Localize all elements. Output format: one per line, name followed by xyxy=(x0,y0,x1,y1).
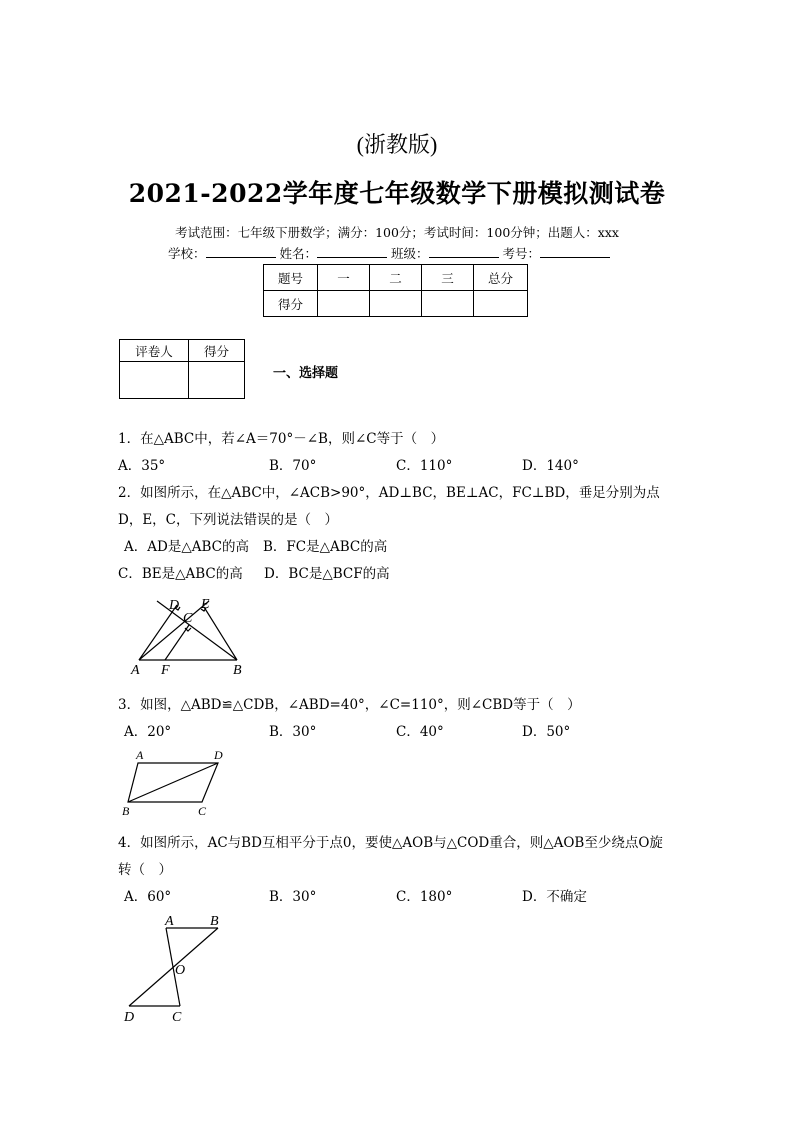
question-3-option-b[interactable]: B．30° xyxy=(269,724,317,740)
question-4-stem-line2: 转（ ） xyxy=(118,862,172,878)
line-fc xyxy=(165,625,189,660)
question-3-option-a[interactable]: A．20° xyxy=(124,724,172,740)
line-be xyxy=(204,607,237,660)
label-d: D xyxy=(124,1010,135,1025)
label-e: E xyxy=(201,597,210,612)
label-a: A xyxy=(136,748,144,762)
label-c: C xyxy=(183,611,193,626)
question-3-option-c[interactable]: C．40° xyxy=(396,724,444,740)
question-2-option-d[interactable]: D．BC是△BCF的高 xyxy=(264,566,390,582)
school-label: 学校： xyxy=(168,246,206,261)
label-b: B xyxy=(210,914,219,929)
score-table-col-1: 一 xyxy=(318,265,370,291)
score-table-col-total: 总分 xyxy=(474,265,528,291)
score-cell[interactable] xyxy=(474,291,528,317)
label-a: A xyxy=(131,663,140,678)
class-blank[interactable] xyxy=(429,244,499,258)
score-table-col-3: 三 xyxy=(422,265,474,291)
score-cell[interactable] xyxy=(370,291,422,317)
grader-label: 评卷人 xyxy=(120,340,189,362)
label-a: A xyxy=(165,914,174,929)
grader-table xyxy=(119,339,245,399)
grader-cell[interactable] xyxy=(120,362,189,399)
label-b: B xyxy=(233,663,242,678)
line-bd xyxy=(129,928,218,1006)
score-table-col-2: 二 xyxy=(370,265,422,291)
score-cell[interactable] xyxy=(422,291,474,317)
class-label: 班级： xyxy=(391,246,429,261)
question-3-option-d[interactable]: D．50° xyxy=(522,724,571,740)
edition-label: (浙教版) xyxy=(356,132,438,157)
question-2-stem-line1: 2．如图所示，在△ABC中，∠ACB>90°，AD⊥BC，BE⊥AC，FC⊥BD，垂足分别为点 xyxy=(118,485,660,501)
question-4-option-d[interactable]: D．不确定 xyxy=(522,889,587,905)
label-o: O xyxy=(175,963,186,978)
page-title: 2021-2022学年度七年级数学下册模拟测试卷 xyxy=(128,179,666,208)
exam-info: 考试范围：七年级下册数学；满分：100分；考试时间：100分钟；出题人：xxx xyxy=(175,225,619,240)
student-fields xyxy=(168,244,610,262)
section-title: 一、选择题 xyxy=(273,366,339,381)
score-table xyxy=(263,264,528,317)
label-b: B xyxy=(122,804,130,818)
question-2-option-b[interactable]: B．FC是△ABC的高 xyxy=(263,539,388,555)
question-4-stem-line1: 4．如图所示，AC与BD互相平分于点0，要使△AOB与△COD重合，则△AOB至少绕点O旋 xyxy=(118,835,663,851)
question-1-option-a[interactable]: A．35° xyxy=(118,458,166,474)
number-label: 考号： xyxy=(502,246,541,261)
question-1-option-c[interactable]: C．110° xyxy=(396,458,453,474)
name-label: 姓名： xyxy=(279,246,318,261)
question-3-stem: 3．如图，△ABD≌△CDB，∠ABD=40°，∠C=110°，则∠CBD等于（ ） xyxy=(118,697,581,713)
question-1-option-d[interactable]: D．140° xyxy=(522,458,579,474)
question-2-figure xyxy=(125,592,260,678)
number-blank[interactable] xyxy=(540,244,610,258)
label-f: F xyxy=(161,663,170,678)
label-c: C xyxy=(172,1010,182,1025)
question-4-option-c[interactable]: C．180° xyxy=(396,889,453,905)
question-3-figure xyxy=(118,745,233,820)
question-2-option-c[interactable]: C．BE是△ABC的高 xyxy=(118,566,243,582)
label-c: C xyxy=(198,804,207,818)
question-1-stem: 1．在△ABC中，若∠A＝70°－∠B，则∠C等于（ ） xyxy=(118,431,445,447)
school-blank[interactable] xyxy=(206,244,276,258)
question-4-figure xyxy=(118,908,233,1028)
question-4-option-b[interactable]: B．30° xyxy=(269,889,317,905)
question-2-option-a[interactable]: A．AD是△ABC的高 xyxy=(124,539,249,555)
score-table-header: 题号 xyxy=(264,265,318,291)
score-table-score-label: 得分 xyxy=(264,291,318,317)
name-blank[interactable] xyxy=(317,244,387,258)
label-d: D xyxy=(169,598,180,613)
grader-score-label: 得分 xyxy=(189,340,245,362)
grader-score-cell[interactable] xyxy=(189,362,245,399)
score-cell[interactable] xyxy=(318,291,370,317)
question-1-option-b[interactable]: B．70° xyxy=(269,458,317,474)
question-2-stem-line2: D，E，C，下列说法错误的是（ ） xyxy=(118,512,339,528)
label-d: D xyxy=(214,748,223,762)
question-4-option-a[interactable]: A．60° xyxy=(124,889,172,905)
